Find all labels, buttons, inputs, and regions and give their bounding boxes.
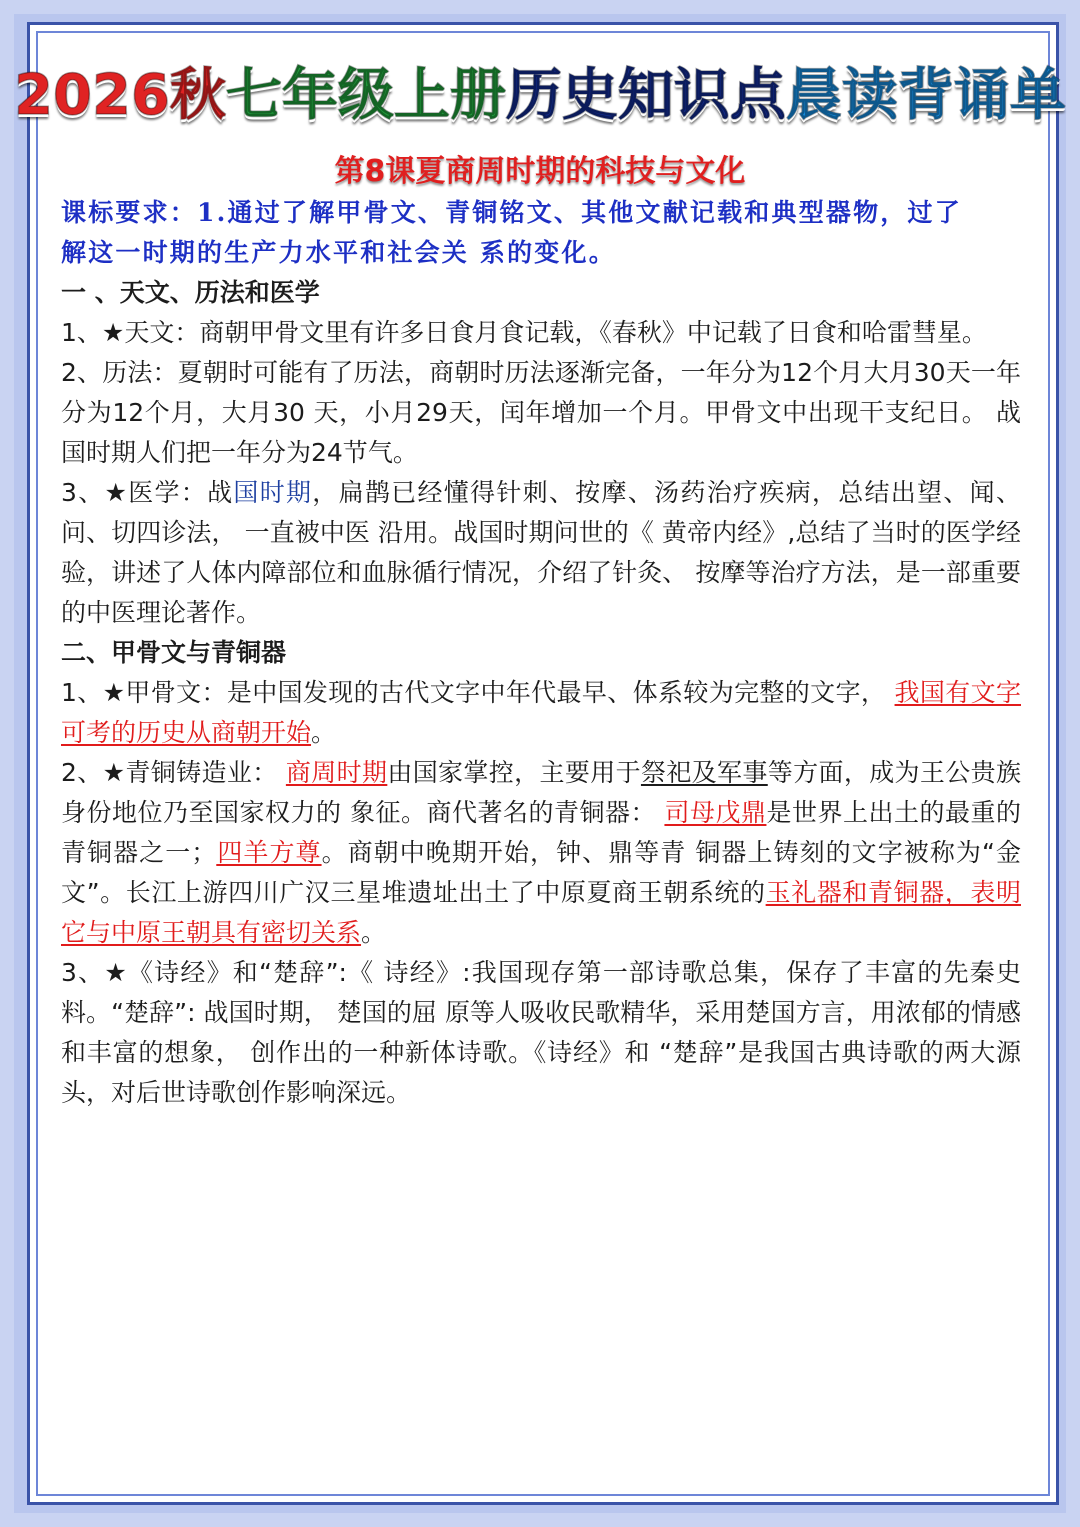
item-text: 等方面，成为王公贵族身份地位乃至国家权力的 象征。商代著名的青铜器： [61,758,1021,827]
item-text: 。 [311,718,337,747]
document-body [61,193,1021,1113]
key-point-highlight: 商周时期 [285,758,388,787]
item-text: 。 [361,918,387,947]
item-text: 《诗经》和“楚辞”:《 诗经》:我国现存第一部诗歌总集，保存了丰富的先秦史料。“楚辞”: 战国时期， 楚国的屈 原等人吸收民歌精华，采用楚国方言，用浓郁的情感和丰富的想象， 创作出的一种新体诗歌。《诗经》和 “楚辞”是我国古典诗歌的两大源头，对后世诗歌创作影响深远。 [61,958,1021,1107]
item-text: 由国家掌控，主要用于 [387,758,641,787]
item-medicine [61,473,1021,633]
standard-line-2: 解这一时期的生产力水平和社会关 系的变化。 [61,238,616,267]
curriculum-standard [61,193,1021,273]
item-text: 是世界上出土的最重的青铜器之一； [61,798,1021,867]
section-heading-oracle-bronze: 二、甲骨文与青铜器 [61,638,287,667]
standard-line-1: 课标要求：1.通过了解甲骨文、青铜铭文、其他文献记载和典型器物，过了 [61,198,962,227]
item-oracle-bone [61,673,1021,753]
item-bronze-casting [61,753,1021,953]
item-text: 青铜铸造业： [125,758,286,787]
item-prefix: 1、★ [61,318,125,347]
title-part-type: 晨读背诵单 [785,63,1066,128]
lesson-title: 第8课夏商周时期的科技与文化 [334,154,746,189]
document-title [0,58,1080,134]
item-text: 历法：夏朝时可能有了历法，商朝时历法逐渐完备，一年分为12个月大月30天一年分为12个月，大月30 天，小月29天，闰年增加一个月。甲骨文中出现干支纪日。 战国时期人们把一年分为24节气。 [61,358,1021,467]
item-prefix: 2、 [61,358,103,387]
key-point-highlight: 司母戊鼎 [664,798,767,827]
item-calendar [61,353,1021,473]
underlined-text: 祭祀及军事 [640,758,768,787]
item-prefix: 1、★ [61,678,126,707]
section-heading-astronomy: 一 、天文、历法和医学 [61,278,320,307]
item-astronomy [61,313,1021,353]
item-text: 天文：商朝甲骨文里有许多日食月食记载，《春秋》中记载了日食和哈雷彗星。 [124,318,987,347]
item-text: 甲骨文：是中国发现的古代文字中年代最早、体系较为完整的文字， [125,678,895,707]
item-prefix: 2、★ [61,758,126,787]
item-prefix: 3、★ [61,958,128,987]
item-text: 。商朝中晚期开始，钟、鼎等青 铜器上铸刻的文字被称为“金文”。长江上游四川广汉三星堆遗址出土了中原夏商王朝系统的 [61,838,1021,907]
title-part-grade: 七年级上册 [225,63,506,128]
item-poetry [61,953,1021,1113]
key-point-highlight: 我国有文字可考的历史从商朝开始 [61,678,1021,747]
item-prefix: 3、★ [61,478,129,507]
key-point-highlight: 玉礼器和青铜器，表明它与中原王朝具有密切关系 [61,878,1021,947]
item-text: 医学：战 [128,478,234,507]
item-text: ，扁鹊已经懂得针刺、按摩、汤药治疗疾病，总结出望、闻、问、切四诊法， 一直被中医 沿用。战国时期问世的《 黄帝内经》,总结了当时的医学经验，讲述了人体内障部位和血脉循行情况，介绍了针灸、 按摩等治疗方法，是一部重要的中医理论著作。 [61,478,1021,627]
item-text-blue: 国时期 [233,478,313,507]
title-part-year: 2026秋 [14,63,226,128]
title-part-subject: 历史知识点 [505,63,786,128]
key-point-highlight: 四羊方尊 [216,838,322,867]
